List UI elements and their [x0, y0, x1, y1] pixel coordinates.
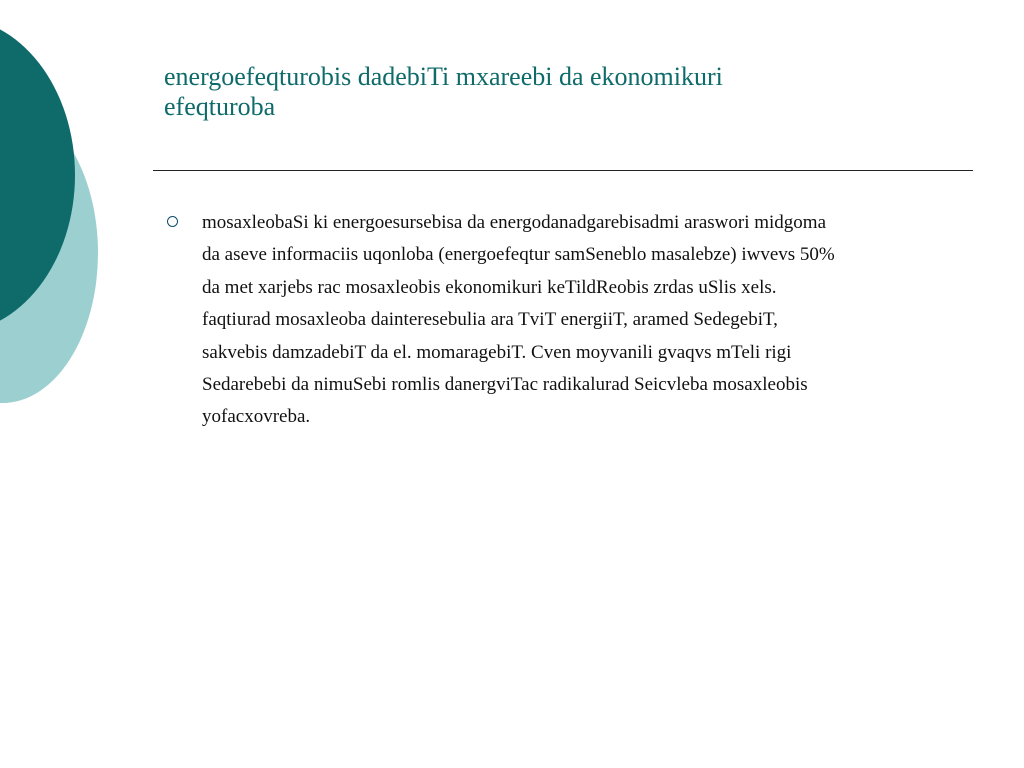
slide-title-line-2: efeqturoba	[164, 92, 276, 121]
paragraph-line-7: yofacxovreba.	[202, 406, 311, 428]
paragraph-line-5: sakvebis damzadebiT da el. momaragebiT. Cven moyvanili gvaqvs mTeli rigi	[202, 341, 792, 363]
paragraph-line-3: da met xarjebs rac mosaxleobis ekonomikuri keTildReobis zrdas uSlis xels.	[202, 276, 777, 298]
paragraph-line-1: mosaxleobaSi ki energoesursebisa da energodanadgarebisadmi araswori midgoma	[202, 212, 827, 233]
hollow-circle-bullet-icon	[167, 216, 178, 227]
paragraph-line-6: Sedarebebi da nimuSebi romlis danergviTac radikalurad Seicvleba mosaxleobis	[202, 374, 808, 396]
slide-title	[164, 62, 964, 122]
slide-title-line-1: energoefeqturobis dadebiTi mxareebi da ekonomikuri	[164, 62, 723, 91]
title-divider	[153, 170, 973, 171]
paragraph-line-2: da aseve informaciis uqonloba (energoefeqtur samSeneblo masalebze) iwvevs 50%	[202, 244, 835, 266]
paragraph-line-4: faqtiurad mosaxleoba dainteresebulia ara TviT energiiT, aramed SedegebiT,	[202, 309, 778, 331]
bullet-paragraph	[202, 207, 982, 434]
